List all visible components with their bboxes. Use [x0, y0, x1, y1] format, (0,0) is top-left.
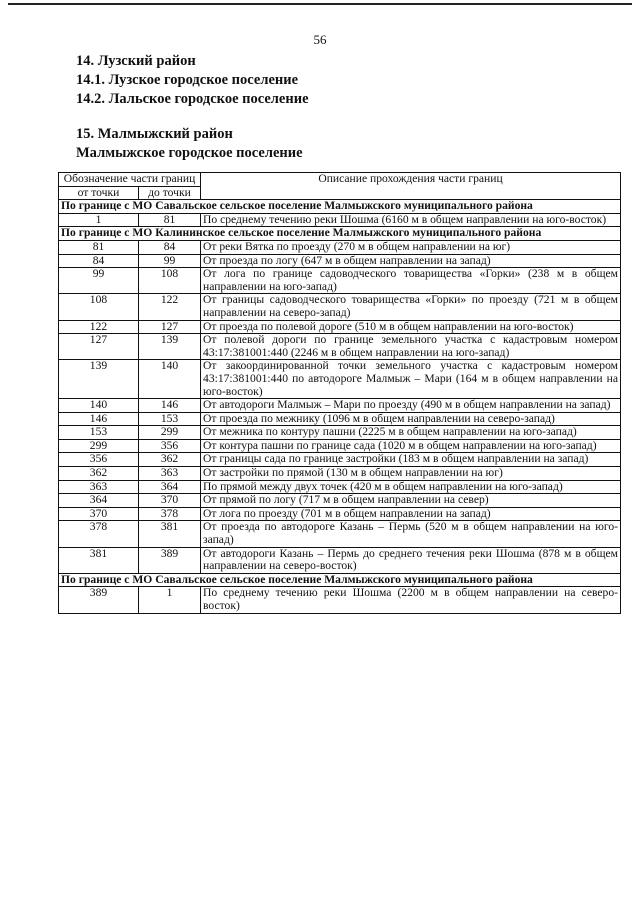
cell-description: От проезда по межнику (1096 м в общем направлении на северо-запад) [201, 412, 621, 426]
cell-to: 370 [139, 494, 201, 508]
cell-description: От прямой по логу (717 м в общем направлении на север) [201, 494, 621, 508]
cell-from: 364 [59, 494, 139, 508]
table-row [59, 494, 621, 508]
table-row [59, 334, 621, 360]
boundary-table [58, 172, 621, 614]
cell-to: 84 [139, 240, 201, 254]
cell-to: 1 [139, 587, 201, 613]
cell-to: 122 [139, 294, 201, 320]
section-title: По границе с МО Савальское сельское поселение Малмыжского муниципального района [59, 573, 621, 587]
cell-description: От проезда по полевой дороге (510 м в общем направлении на юго-восток) [201, 320, 621, 334]
table-row [59, 439, 621, 453]
table-row [59, 320, 621, 334]
cell-from: 108 [59, 294, 139, 320]
cell-to: 139 [139, 334, 201, 360]
cell-to: 363 [139, 467, 201, 481]
cell-from: 1 [59, 213, 139, 227]
cell-from: 356 [59, 453, 139, 467]
cell-to: 140 [139, 360, 201, 399]
table-row [59, 254, 621, 268]
heading-luza-settlement: 14.1. Лузское городское поселение [76, 72, 299, 88]
section-title: По границе с МО Калининское сельское поселение Малмыжского муниципального района [59, 227, 621, 241]
section-title: По границе с МО Савальское сельское поселение Малмыжского муниципального района [59, 200, 621, 214]
header-to: до точки [139, 186, 201, 200]
cell-from: 378 [59, 521, 139, 547]
cell-description: От межника по контуру пашни (2225 м в общем направлении на юго-запад) [201, 426, 621, 440]
cell-to: 364 [139, 480, 201, 494]
cell-from: 299 [59, 439, 139, 453]
cell-description: По прямой между двух точек (420 м в общем направлении на юго-запад) [201, 480, 621, 494]
cell-description: По среднему течению реки Шошма (6160 м в общем направлении на юго-восток) [201, 213, 621, 227]
heading-lalsk-settlement: 14.2. Лальское городское поселение [76, 91, 309, 107]
cell-description: От автодороги Казань – Пермь до среднего течения реки Шошма (878 м в общем направлении на северо-восток) [201, 547, 621, 573]
cell-from: 81 [59, 240, 139, 254]
table-row [59, 507, 621, 521]
cell-from: 362 [59, 467, 139, 481]
cell-from: 363 [59, 480, 139, 494]
table-row [59, 399, 621, 413]
table-body [59, 200, 621, 613]
cell-description: От проезда по автодороге Казань – Пермь (520 м в общем направлении на юго-запад) [201, 521, 621, 547]
cell-description: От границы садоводческого товарищества «Горки» по проезду (721 м в общем направлении на северо-запад) [201, 294, 621, 320]
table-row [59, 521, 621, 547]
cell-to: 362 [139, 453, 201, 467]
cell-description: От реки Вятка по проезду (270 м в общем направлении на юг) [201, 240, 621, 254]
cell-to: 146 [139, 399, 201, 413]
cell-to: 81 [139, 213, 201, 227]
cell-description: От лога по проезду (701 м в общем направлении на запад) [201, 507, 621, 521]
table-row [59, 213, 621, 227]
table-row [59, 360, 621, 399]
table-row [59, 480, 621, 494]
table-row [59, 547, 621, 573]
table-row [59, 467, 621, 481]
cell-description: От закоординированной точки земельного участка с кадастровым номером 43:17:381001:440 по автодороге Малмыж – Мари (164 м в общем направлении на юго-восток) [201, 360, 621, 399]
cell-from: 127 [59, 334, 139, 360]
cell-to: 127 [139, 320, 201, 334]
cell-description: От лога по границе садоводческого товарищества «Горки» (238 м в общем направлении на юго-запад) [201, 268, 621, 294]
table-row [59, 426, 621, 440]
table-row [59, 240, 621, 254]
cell-description: По среднему течению реки Шошма (2200 м в общем направлении на северо-восток) [201, 587, 621, 613]
table-row [59, 453, 621, 467]
heading-district-luza: 14. Лузский район [76, 53, 196, 69]
cell-description: От автодороги Малмыж – Мари по проезду (490 м в общем направлении на запад) [201, 399, 621, 413]
cell-description: От застройки по прямой (130 м в общем направлении на юг) [201, 467, 621, 481]
cell-description: От проезда по логу (647 м в общем направлении на запад) [201, 254, 621, 268]
cell-description: От границы сада по границе застройки (183 м в общем направлении на запад) [201, 453, 621, 467]
cell-to: 108 [139, 268, 201, 294]
header-designation: Обозначение части границ [59, 173, 201, 187]
cell-from: 153 [59, 426, 139, 440]
cell-description: От контура пашни по границе сада (1020 м в общем направлении на юго-запад) [201, 439, 621, 453]
cell-from: 370 [59, 507, 139, 521]
section-row [59, 573, 621, 587]
section-headings [76, 52, 596, 163]
top-rule [8, 3, 632, 5]
table-header-row [59, 173, 621, 187]
cell-description: От полевой дороги по границе земельного участка с кадастровым номером 43:17:381001:440 (2246 м в общем направлении на юго-запад) [201, 334, 621, 360]
header-description: Описание прохождения части границ [201, 173, 621, 200]
cell-from: 140 [59, 399, 139, 413]
cell-from: 84 [59, 254, 139, 268]
cell-from: 139 [59, 360, 139, 399]
cell-from: 389 [59, 587, 139, 613]
section-row [59, 200, 621, 214]
cell-to: 389 [139, 547, 201, 573]
cell-from: 146 [59, 412, 139, 426]
table-row [59, 268, 621, 294]
cell-from: 381 [59, 547, 139, 573]
cell-to: 378 [139, 507, 201, 521]
table-row [59, 412, 621, 426]
page-number: 56 [313, 32, 327, 47]
cell-from: 122 [59, 320, 139, 334]
cell-to: 299 [139, 426, 201, 440]
section-row [59, 227, 621, 241]
heading-district-malmyzh: 15. Малмыжский район [76, 126, 233, 142]
cell-to: 99 [139, 254, 201, 268]
table-row [59, 587, 621, 613]
header-from: от точки [59, 186, 139, 200]
cell-to: 381 [139, 521, 201, 547]
heading-malmyzh-settlement: Малмыжское городское поселение [76, 145, 303, 161]
table-row [59, 294, 621, 320]
cell-from: 99 [59, 268, 139, 294]
cell-to: 356 [139, 439, 201, 453]
cell-to: 153 [139, 412, 201, 426]
